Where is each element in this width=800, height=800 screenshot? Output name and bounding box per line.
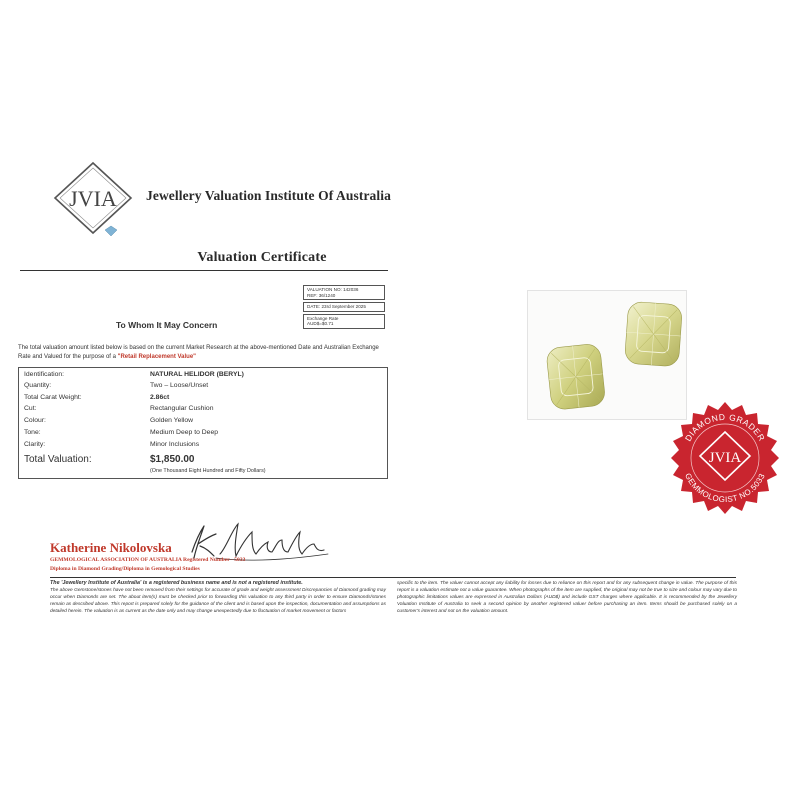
seal-top-text: DIAMOND GRADER [682, 411, 768, 444]
institute-name: Jewellery Valuation Institute Of Australia [146, 188, 391, 203]
total-valuation-value: $1,850.00 [150, 454, 195, 465]
reference-number: REF: 36/1240 [307, 292, 336, 298]
signatory-registration: GEMMOLOGICAL ASSOCIATION OF AUSTRALIA Registered Number - 5033 [50, 557, 246, 563]
valuation-number: VALUATION NO: 142036 [307, 287, 359, 292]
detail-value: Minor Inclusions [150, 441, 200, 448]
detail-value: Medium Deep to Deep [150, 429, 219, 436]
exchange-rate-value: AUD$=$0.71 [307, 321, 334, 327]
salutation: To Whom It May Concern [116, 320, 218, 330]
detail-label: Clarity: [24, 441, 46, 448]
intro-text: The total valuation amount listed below is based on the current Market Research at the above-mentioned Date and Australian Exchange Rate and Valued for the purpose of a [18, 345, 379, 360]
diamond-grader-seal [666, 400, 784, 518]
title-divider [20, 270, 388, 271]
detail-label: Identification: [24, 371, 65, 378]
footer-divider [50, 577, 736, 578]
disclaimer-right-text: specific to the item. The valuer cannot accept any liability for losses due to reliance on this report and for any subsequent change in value. The purpose of this report is a valuation estimate not a value guarantee. When photographs of the item are supplied, the original may not be true to size and colour may vary due to photographic limitations values are expressed in Australian Dollars (AUD$) and include GST charges where applicable. It is recommended by the Jewellery Valuation Institute of Australia to seek a second opinion by another registered valuer before purchasing an item. Items should be purchased solely on a customer's interest and not on the valuation amount. [397, 581, 737, 615]
disclaimer-left-column [50, 580, 386, 615]
total-valuation-label: Total Valuation: [24, 454, 92, 465]
valuation-ref-cell [303, 285, 385, 300]
signatory-diplomas: Diploma in Diamond Grading/Diploma in Gemological Studies [50, 566, 200, 572]
exchange-rate-cell [303, 314, 385, 329]
detail-value: 2.86ct [150, 394, 170, 401]
details-table [18, 367, 388, 479]
gemstone-left [546, 343, 606, 410]
small-diamond-icon [105, 226, 117, 236]
intro-highlight: "Retail Replacement Value" [117, 353, 197, 360]
reference-box [303, 285, 385, 331]
valuation-date: DATE: 23rd September 2025 [307, 304, 366, 310]
certificate-title: Valuation Certificate [197, 250, 327, 265]
signatory-name: Katherine Nikolovska [50, 540, 172, 555]
detail-value: Golden Yellow [150, 417, 194, 424]
detail-label: Tone: [24, 429, 41, 436]
detail-label: Quantity: [24, 382, 52, 389]
seal-bottom-text: GEMMOLOGIST NO.5033 [683, 471, 767, 505]
disclaimer-left-text: The above Gemstone/stones have not been removed from their settings for accurate of grade and weight assessment Discrepancies of Diamond grading may occur when Diamonds are set. The about item(s) must be checked prior to forwarding this valuation to any third party in order to ensure Diamonds/stones remain as described above. This report is prepared solely for the guidance of the client and is based upon the inspection, documentation and assumptions as detailed herein. The valuation is as current as the date only and may change unexpectedly due to fluctuation of market movement or factors [50, 588, 386, 615]
seal-center-text: JVIA [708, 450, 742, 466]
detail-value: Two – Loose/Unset [150, 382, 209, 389]
detail-value: NATURAL HELIDOR (BERYL) [150, 371, 244, 378]
intro-paragraph [18, 344, 390, 361]
detail-label: Cut: [24, 405, 37, 412]
detail-label: Colour: [24, 417, 46, 424]
jvia-logo [52, 160, 134, 242]
gemstone-photo [527, 290, 687, 420]
total-valuation-words: (One Thousand Eight Hundred and Fifty Dollars) [150, 468, 266, 474]
exchange-rate-label: Exchange Rate [307, 315, 339, 321]
date-cell [303, 302, 385, 312]
disclaimer-lead: The 'Jewellery Institute of Australia' is a registered business name and is not a registered institute. [50, 580, 303, 586]
detail-value: Rectangular Cushion [150, 405, 214, 412]
gemstone-right [624, 301, 682, 367]
detail-label: Total Carat Weight: [24, 394, 82, 401]
logo-text: JVIA [69, 186, 117, 211]
